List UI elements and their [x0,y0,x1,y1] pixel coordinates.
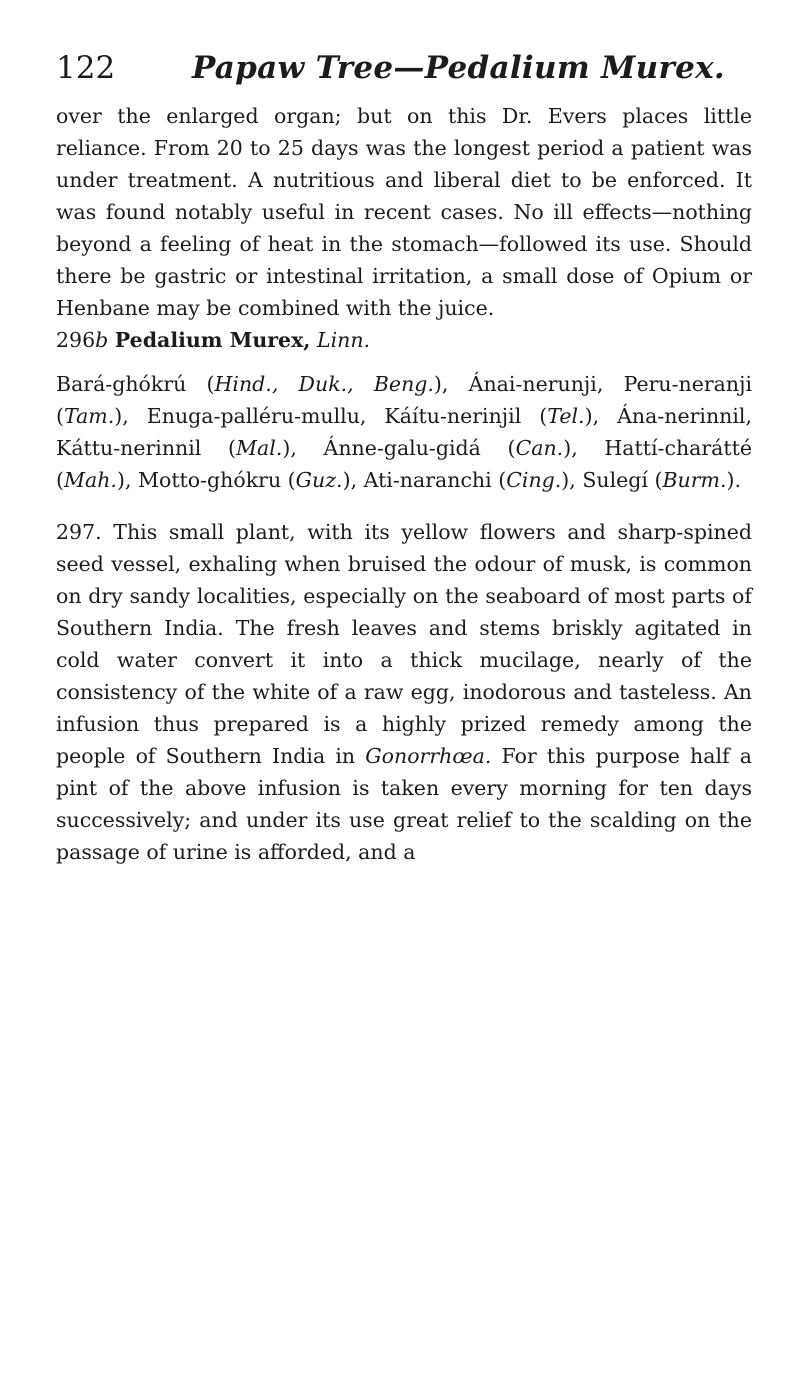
synonym-name: Ánai-nerunji [468,372,597,396]
paragraph-text: This small plant, with its yellow flowers and sharp-spined seed vessel, exhaling when bruised the odour of musk, is common on dry sandy localities, especially on the seaboard of most parts of Southern India. The fresh leaves and stems briskly agitated in cold water convert it into a thick mucilage, nearly of the consistency of the white of a raw egg, inodorous and tasteless. An infusion thus prepared is a highly prized remedy among the people of Southern India in [56,520,752,768]
synonym-name: Peru-neranji [623,372,752,396]
synonym-language: Hind., Duk., Beng. [214,372,434,396]
synonym-name: Motto-ghókru [137,468,282,492]
emphasis-gonorrhoea: Gonorrhœa. [365,744,492,768]
synonym-name: Hattí-charátté [604,436,753,460]
section-number-digits: 296 [56,328,96,352]
section-title: Pedalium Murex, [114,328,311,352]
paragraph-number: 297. [56,520,102,544]
synonym-language: Guz. [295,468,343,492]
paragraph-continued: over the enlarged organ; but on this Dr. Evers places little reliance. From 20 to 25 days was the longest period a patient was under treatment. A nutritious and liberal diet to be enforced. It was found notably useful in recent cases. No ill effects—nothing beyond a feeling of heat in the stomach—followed its use. Should there be gastric or intestinal irritation, a small dose of Opium or Henbane may be combined with the juice. [56,104,752,320]
running-head [56,40,752,96]
synonym-language: Mal. [236,436,283,460]
synonym-language: Tel. [547,404,585,428]
section-author: Linn. [316,328,371,352]
running-title: Papaw Tree—Pedalium Murex. [192,50,726,86]
paragraph-text-continued: For this purpose half a pint of the above infusion is taken every morning for ten days successively; and under its use great relief to the scalding on the passage of urine is afforded, and a [56,744,752,864]
synonym-language: Burm. [662,468,727,492]
synonym-language: Mah. [64,468,117,492]
page-number: 122 [56,50,116,86]
synonym-language: Can. [515,436,564,460]
synonym-name: Enuga-palléru-mullu, Káítu-nerinjil [146,404,522,428]
section-number-suffix: b [95,328,109,352]
synonyms-paragraph: Bará-ghókrú (Hind., Duk., Beng.), Ánai-nerunji, Peru-neranji (Tam.), Enuga-palléru-mullu, Káítu-nerinjil (Tel.), Ána-nerinnil, Káttu-nerinnil (Mal.), Ánne-galu-gidá (Can.), Hattí-charátté (Mah.), Motto-ghókru (Guz.), Ati-naranchi (Cing.), Sulegí (Burm.). [56,372,753,492]
synonym-name: Sulegí [582,468,648,492]
synonym-language: Cing. [506,468,562,492]
synonym-name: Ati-naranchi [363,468,492,492]
synonym-language: Tam. [64,404,115,428]
section-heading [56,324,752,356]
synonym-name: Ána-nerinnil, Káttu-nerinnil [56,404,752,460]
synonym-name: Bará-ghókrú [56,372,187,396]
synonym-name: Ánne-galu-gidá [323,436,481,460]
page-body [56,100,752,868]
section-number [56,328,108,352]
paragraph-297 [56,516,752,868]
